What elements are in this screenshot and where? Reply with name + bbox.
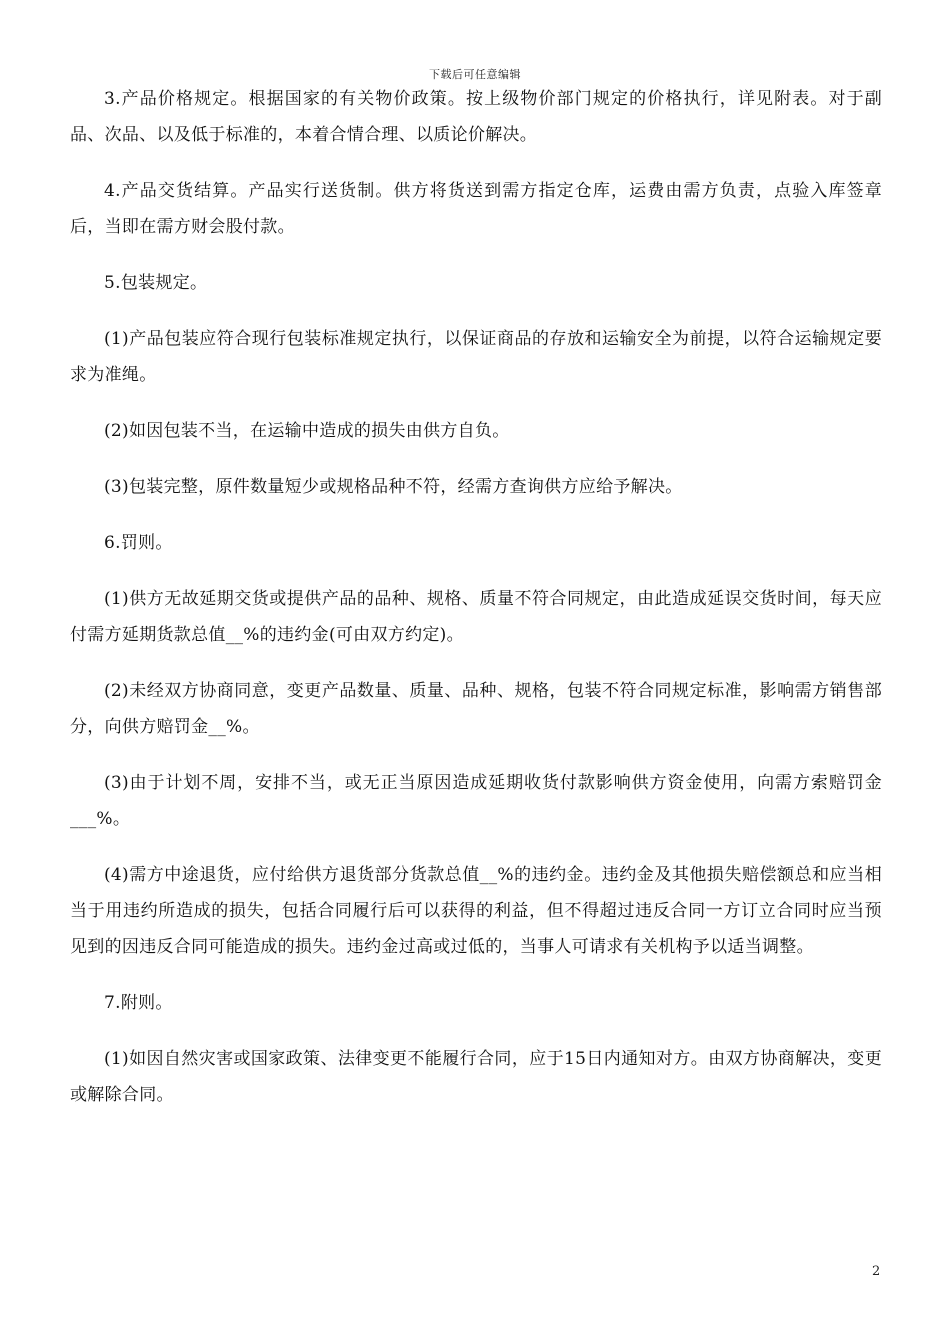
paragraph-delivery-settlement: 4.产品交货结算。产品实行送货制。供方将货送到需方指定仓库，运费由需方负责，点验入库签章后，当即在需方财会股付款。	[70, 181, 882, 237]
document-body	[70, 81, 882, 1133]
paragraph-supplementary-item-1: (1)如因自然灾害或国家政策、法律变更不能履行合同，应于15日内通知对方。由双方协商解决，变更或解除合同。	[70, 1049, 882, 1105]
paragraph-penalty-heading: 6.罚则。	[104, 533, 173, 553]
paragraph-penalty-item-1: (1)供方无故延期交货或提供产品的品种、规格、质量不符合同规定，由此造成延误交货时间，每天应付需方延期货款总值__%的违约金(可由双方约定)。	[70, 589, 882, 645]
paragraph-packaging-item-1: (1)产品包装应符合现行包装标准规定执行，以保证商品的存放和运输安全为前提，以符合运输规定要求为准绳。	[70, 329, 882, 385]
paragraph-penalty-item-3: (3)由于计划不周，安排不当，或无正当原因造成延期收货付款影响供方资金使用，向需方索赔罚金___%。	[70, 773, 882, 829]
header-note: 下载后可任意编辑	[429, 68, 521, 81]
paragraph-price-rules: 3.产品价格规定。根据国家的有关物价政策。按上级物价部门规定的价格执行，详见附表。对于副品、次品、以及低于标准的，本着合情合理、以质论价解决。	[70, 89, 882, 145]
paragraph-supplementary-heading: 7.附则。	[104, 993, 173, 1013]
page-number: 2	[872, 1264, 881, 1279]
paragraph-packaging-heading: 5.包装规定。	[104, 273, 208, 293]
paragraph-penalty-item-2: (2)未经双方协商同意，变更产品数量、质量、品种、规格，包装不符合同规定标准，影响需方销售部分，向供方赔罚金__%。	[70, 681, 882, 737]
paragraph-packaging-item-3: (3)包装完整，原件数量短少或规格品种不符，经需方查询供方应给予解决。	[104, 477, 683, 497]
paragraph-penalty-item-4: (4)需方中途退货，应付给供方退货部分货款总值__%的违约金。违约金及其他损失赔偿额总和应当相当于用违约所造成的损失，包括合同履行后可以获得的利益，但不得超过违反合同一方订立合同时应当预见到的因违反合同可能造成的损失。违约金过高或过低的，当事人可请求有关机构予以适当调整。	[70, 865, 882, 957]
paragraph-packaging-item-2: (2)如因包装不当，在运输中造成的损失由供方自负。	[104, 421, 510, 441]
